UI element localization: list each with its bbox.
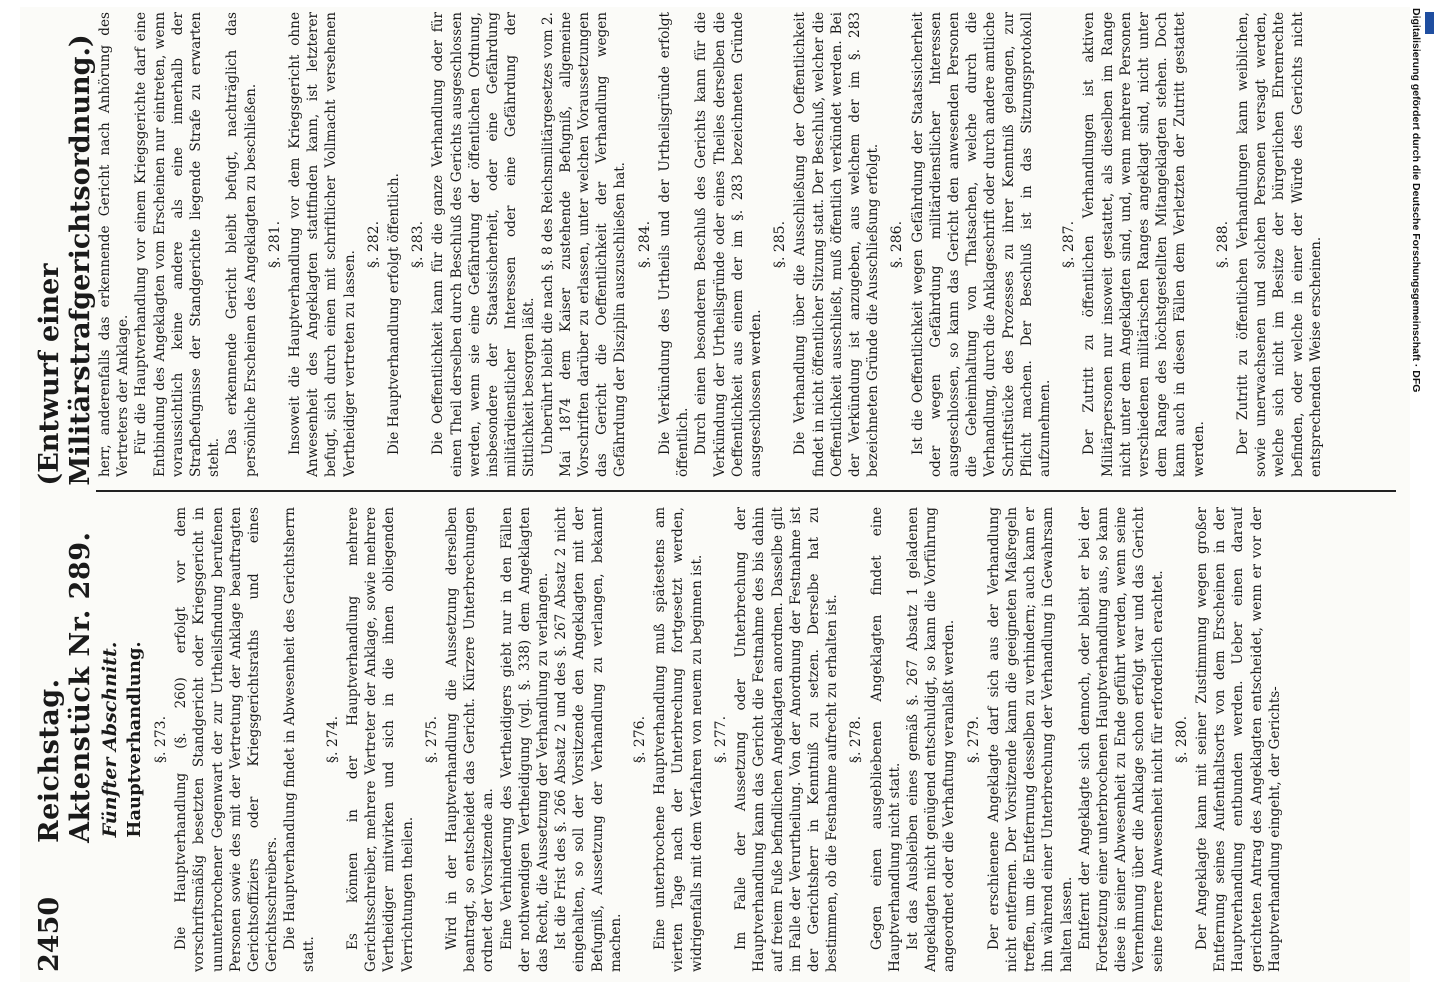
paragraph: Ist die Frist des §. 266 Absatz 2 und des §. 267 Absatz 2 nicht eingehalten, so soll der Vorsitzende den Angeklagten mit der Befugniß, Aussetzung der Verhandlung zu verlangen, bekannt machen. [553,507,624,972]
section-number: §. 285. [772,220,789,269]
left-column-body [152,507,1284,972]
paragraph: Gegen einen ausgebliebenen Angeklagten findet eine Hauptverhandlung nicht statt. [868,507,903,972]
section-number: §. 287. [1061,220,1078,269]
dfg-logo [1425,12,1434,34]
right-column-body [96,12,1325,477]
column-divider [96,490,1396,492]
section-number: §. 273. [153,715,169,764]
section-number: §. 283. [410,220,427,269]
paragraph: Die Hauptverhandlung erfolgt öffentlich. [386,173,403,455]
section-number: §. 288. [1214,220,1231,269]
section-number: §. 281. [266,220,283,269]
section-number: §. 286. [889,220,906,269]
section-number: §. 275. [423,715,440,764]
section-number: §. 278. [848,715,865,764]
paragraph: herr, anderenfalls das erkennende Gericht nach Anhörung des Vertreters der Anklage. [97,12,132,477]
digitization-note: Digitalisierung gefördert durch die Deutsche Forschungsgemeinschaft · DFG [1410,8,1422,393]
section-number: §. 276. [632,715,649,764]
section-number: §. 274. [324,715,341,764]
paragraph: Für die Hauptverhandlung vor einem Kriegsgerichte darf eine Entbindung des Angeklagten vom Erscheinen nur eintreten, wenn voraussichtlich keine andere als eine innerhalb der Strafbefugnisse der Standgerichte liegende Strafe zu erwarten steht. [133,12,223,477]
section-number: §. 279. [965,715,982,764]
page-subtitle: (Entwurf einer Militärstrafgerichtsordnung.) [34,34,96,486]
paragraph: Die Verkündung des Urtheils und der Urtheilsgründe erfolgt öffentlich. [656,12,692,477]
paragraph: Die Hauptverhandlung (§. 260) erfolgt vor dem vorschriftsmäßig besetzten Standgericht oder Kriegsgericht in ununterbrochener Gegenwart der zur Urtheilsfindung berufenen Personen sowie des mit der Vertretung der Anklage beauftragten Gerichtsoffiziers oder Kriegsgerichtsraths und eines Gerichtsschreibers. [173,507,281,972]
left-column [96,507,1396,972]
paragraph: Wird in der Hauptverhandlung die Aussetzung derselben beantragt, so entscheidet das Gericht. Kürzere Unterbrechungen ordnet der Vorsitzende an. [444,507,497,972]
page-header [34,17,96,972]
paragraph: Der Angeklagte kann mit seiner Zustimmung wegen großer Entfernung seines Aufenthaltsorts von dem Erscheinen in der Hauptverhandlung entbunden werden. Ueber einen darauf gerichteten Antrag des Angeklagten entscheidet, wenn er vor der Hauptverhandlung eingeht, der Gerichts- [1193,507,1283,972]
paragraph: Eine unterbrochene Hauptverhandlung muß spätestens am vierten Tage nach der Unterbrechung fortgesetzt werden, widrigenfalls mit dem Verfahren von neuem zu beginnen ist. [652,507,705,972]
document-page [20,7,1410,982]
paragraph: Entfernt der Angeklagte sich dennoch, oder bleibt er bei der Fortsetzung einer unterbrochenen Hauptverhandlung aus, so kann diese in seiner Abwesenheit zu Ende geführt werden, wenn seine Vernehmung über die Anklage schon erfolgt war und das Gericht seine fernere Anwesenheit nicht für erforderlich erachtet. [1076,507,1166,972]
paragraph: Durch einen besonderen Beschluß des Gerichts kann für die Verkündung der Urtheilsgründe oder eines Theiles derselben die Oeffentlichkeit aus einem der im §. 283 bezeichneten Gründe ausgeschlossen werden. [693,12,764,477]
paragraph: Ist das Ausbleiben eines gemäß §. 267 Absatz 1 geladenen Angeklagten nicht genügend entschuldigt, so kann die Vorführung angeordnet oder die Verhaftung veranlaßt werden. [904,507,958,972]
paragraph: Insoweit die Hauptverhandlung vor dem Kriegsgericht ohne Anwesenheit des Angeklagten stattfinden kann, ist letzterer befugt, sich durch einen mit schriftlicher Vollmacht versehenen Vertheidiger vertreten zu lassen. [287,12,358,477]
page-title: Reichstag. Aktenstück Nr. 289. [34,531,96,843]
paragraph: Das erkennende Gericht bleibt befugt, nachträglich das persönliche Erscheinen des Angeklagten zu beschließen. [224,12,259,477]
chapter-subheading: Hauptverhandlung. [124,641,145,838]
paragraph: Der erschienene Angeklagte darf sich aus der Verhandlung nicht entfernen. Der Vorsitzende kann die geeigneten Maßregeln treffen, um die Entfernung desselben zu verhindern; auch kann er ihn während einer Unterbrechung der Verhandlung in Gewahrsam halten lassen. [985,507,1075,972]
paragraph: Eine Verhinderung des Vertheidigers giebt nur in den Fällen der nothwendigen Vertheidigung (vgl. §. 338) dem Angeklagten das Recht, die Aussetzung der Verhandlung zu verlangen. [498,507,552,972]
right-column [96,12,1396,477]
section-number: §. 282. [365,220,382,269]
paragraph: Unberührt bleibt die nach §. 8 des Reichsmilitärgesetzes vom 2. Mai 1874 dem Kaiser zustehende Befugniß, allgemeine Vorschriften darüber zu erlassen, unter welchen Voraussetzungen das Gericht die Oeffentlichkeit der Verhandlung wegen Gefährdung der Disziplin auszuschließen hat. [539,12,629,477]
paragraph: Die Verhandlung über die Ausschließung der Oeffentlichkeit findet in nicht öffentlicher Sitzung statt. Der Beschluß, welcher die Oeffentlichkeit ausschließt, muß öffentlich verkündet werden. Bei der Verkündung ist anzugeben, aus welchem der im §. 283 bezeichneten Gründe die Ausschließung erfolgt. [792,12,882,477]
paragraph: Ist die Oeffentlichkeit wegen Gefährdung der Staatssicherheit oder wegen Gefährdung militärdienstlicher Interessen ausgeschlossen, so kann das Gericht den anwesenden Personen die Geheimhaltung von Thatsachen, welche durch die Verhandlung, durch die Anklageschrift oder durch andere amtliche Schriftstücke des Prozesses zu ihrer Kenntniß gelangen, zur Pflicht machen. Der Beschluß ist in das Sitzungsprotokoll aufzunehmen. [909,12,1053,477]
paragraph: Der Zutritt zu öffentlichen Verhandlungen kann weiblichen, sowie unerwachsenen und solchen Personen versagt werden, welche sich nicht im Besitze der bürgerlichen Ehrenrechte befinden, oder welche in einer der Würde des Gerichts nicht entsprechenden Weise erscheinen. [1234,12,1324,477]
paragraph: Die Oeffentlichkeit kann für die ganze Verhandlung oder für einen Theil derselben durch Beschluß des Gerichts ausgeschlossen werden, wenn sie eine Gefährdung der öffentlichen Ordnung, insbesondere der Staatssicherheit, oder eine Gefährdung militärdienstlicher Interessen oder eine Gefährdung der Sittlichkeit besorgen läßt. [430,12,538,477]
page-number: 2450 [34,896,65,972]
section-number: §. 277. [712,715,729,764]
section-number: §. 284. [636,220,653,269]
paragraph: Es können in der Hauptverhandlung mehrere Gerichtsschreiber, mehrere Vertreter der Anklage, sowie mehrere Vertheidiger mitwirken und sich in die ihnen obliegenden Verrichtungen theilen. [345,507,416,972]
chapter-heading: Fünfter Abschnitt. [99,641,121,838]
paragraph: Die Hauptverhandlung findet in Abwesenheit des Gerichtsherrn statt. [282,507,317,972]
paragraph: Im Falle der Aussetzung oder Unterbrechung der Hauptverhandlung kann das Gericht die Festnahme des bis dahin auf freiem Fuße befindlichen Angeklagten anordnen. Dasselbe gilt im Falle der Verurtheilung. Von der Anordnung der Festnahme ist der Gerichtsherr in Kenntniß zu setzen. Derselbe hat zu bestimmen, ob die Festnahme aufrecht zu erhalten ist. [733,507,841,972]
section-number: §. 280. [1173,715,1190,764]
paragraph: Der Zutritt zu öffentlichen Verhandlungen ist aktiven Militärpersonen nur insoweit gestattet, als dieselben im Range nicht unter dem Angeklagten sind, und, wenn mehrere Personen verschiedenen militärischen Ranges angeklagt sind, nicht unter dem Range des höchstgestellten Mitangeklagten stehen. Doch kann auch in diesen Fällen dem Verletzten der Zutritt gestattet werden. [1081,12,1207,477]
